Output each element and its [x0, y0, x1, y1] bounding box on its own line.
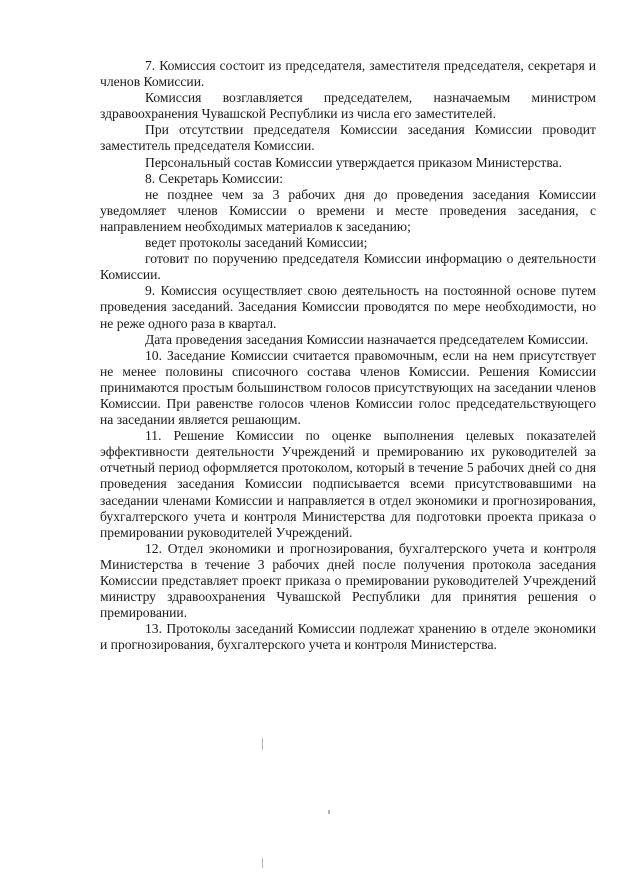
scan-artifact [262, 858, 263, 868]
scan-artifact [262, 738, 263, 750]
paragraph-8-info: готовит по поручению председателя Комиссии информацию о деятельности Комиссии. [100, 251, 596, 283]
paragraph-8-minutes: ведет протоколы заседаний Комиссии; [145, 235, 368, 251]
paragraph-10: 10. Заседание Комиссии считается правомочным, если на нем присутствует не менее половины списочного состава членов Комиссии. Решения Комиссии принимаются простым большинством голосов присутствующих на заседании членов Комиссии. При равенстве голосов членов Комиссии голос председательствующего на заседании является решающим. [100, 347, 596, 428]
paragraph-7: 7. Комиссия состоит из председателя, заместителя председателя, секретаря и членов Комиссии. [100, 58, 596, 90]
paragraph-8-notify: не позднее чем за 3 рабочих дня до проведения заседания Комиссии уведомляет членов Комиссии о времени и месте проведения заседания, с направлением необходимых материалов к заседанию; [100, 186, 596, 234]
paragraph-7-absence: При отсутствии председателя Комиссии заседания Комиссии проводит заместитель председателя Комиссии. [100, 122, 596, 154]
paragraph-8-heading: 8. Секретарь Комиссии: [145, 170, 284, 186]
paragraph-7-chair: Комиссия возглавляется председателем, назначаемым министром здравоохранения Чувашской Республики из числа его заместителей. [100, 90, 596, 122]
paragraph-12: 12. Отдел экономики и прогнозирования, бухгалтерского учета и контроля Министерства в течение 3 рабочих дней после получения протокола заседания Комиссии представляет проект приказа о премировании руководителей Учреждений министру здравоохранения Чувашской Республики для принятия решения о премировании. [100, 540, 596, 621]
paragraph-9-date: Дата проведения заседания Комиссии назначается председателем Комиссии. [145, 331, 589, 347]
paragraph-13: 13. Протоколы заседаний Комиссии подлежат хранению в отделе экономики и прогнозирования, бухгалтерского учета и контроля Министерства. [100, 621, 596, 653]
paragraph-7-composition: Персональный состав Комиссии утверждается приказом Министерства. [145, 154, 562, 170]
document-page [100, 58, 596, 653]
paragraph-11: 11. Решение Комиссии по оценке выполнения целевых показателей эффективности деятельности Учреждений и премированию их руководителей за отчетный период оформляется протоколом, который в течение 5 рабочих дней со дня проведения заседания Комиссии подписывается всеми присутствовавшими на заседании членами Комиссии и направляется в отдел экономики и прогнозирования, бухгалтерского учета и контроля Министерства для подготовки проекта приказа о премировании руководителей Учреждений. [100, 428, 596, 540]
scan-artifact [328, 810, 330, 814]
paragraph-9: 9. Комиссия осуществляет свою деятельность на постоянной основе путем проведения заседаний. Заседания Комиссии проводятся по мере необходимости, но не реже одного раза в квартал. [100, 283, 596, 331]
